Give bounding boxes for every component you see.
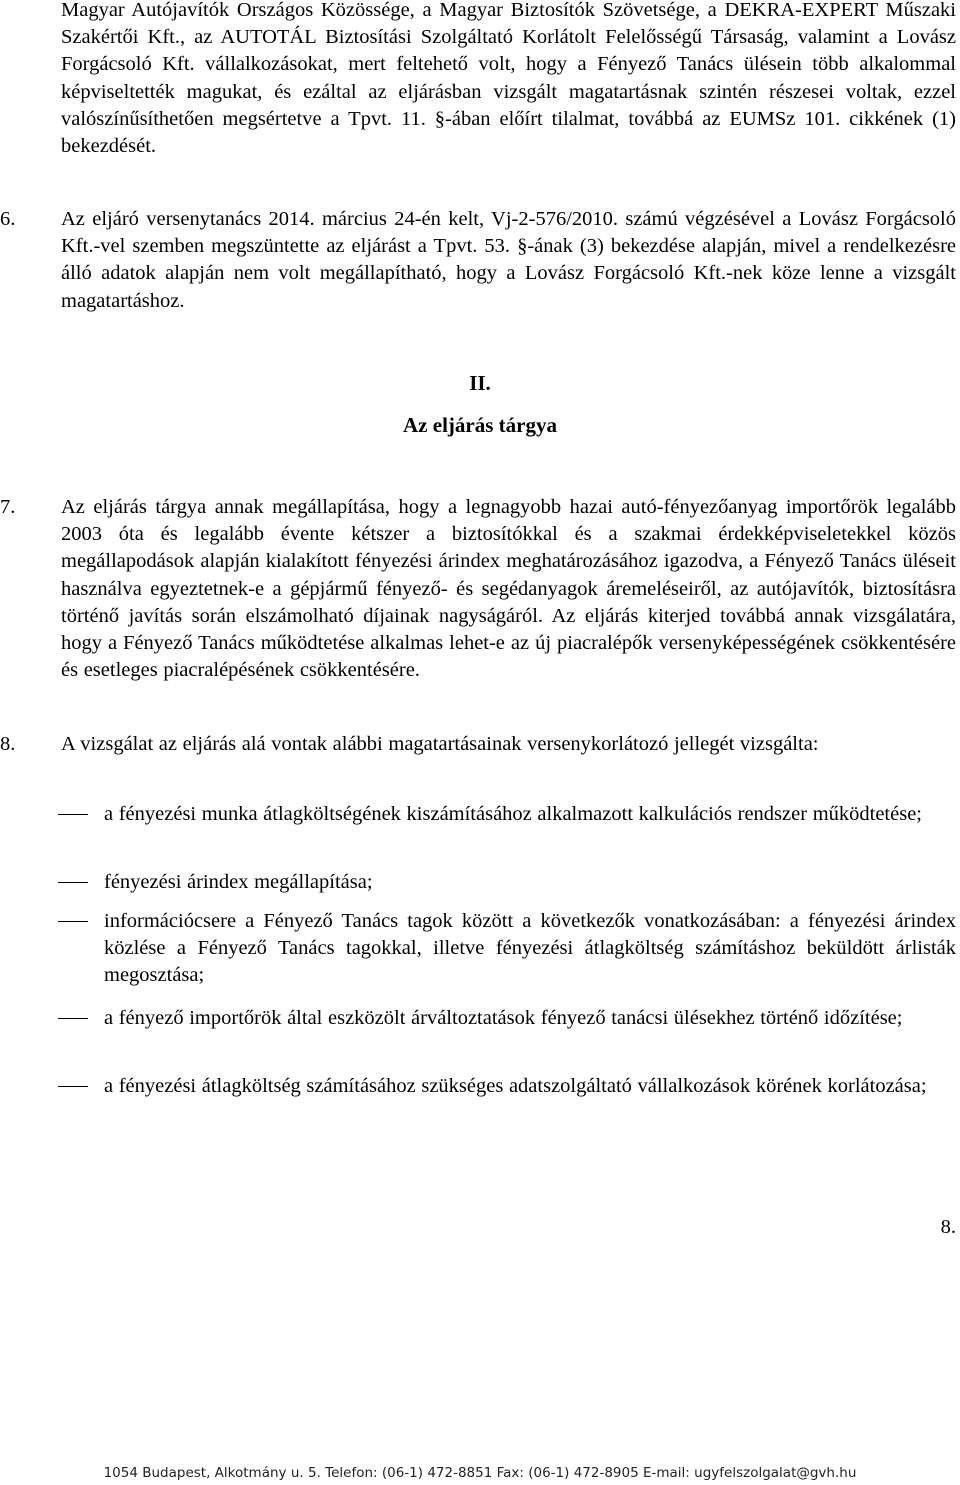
paragraph-6: [0, 206, 956, 315]
paragraph-number: 8.: [0, 733, 16, 755]
paragraph-number: 7.: [0, 496, 16, 518]
dash-marker: [58, 1018, 88, 1019]
continued-paragraph: Magyar Autójavítók Országos Közössége, a Magyar Biztosítók Szövetsége, a DEKRA-EXPERT Műszaki Szakértői Kft., az AUTOTÁL Biztosítási Szolgáltató Korlátolt Felelősségű Társaság, valamint a Lovász Forgácsoló Kft. vállalkozásokat, mert feltehető volt, hogy a Fényező Tanács ülésein több alkalommal képviseltették magukat, és ezáltal az eljárásban vizsgált magatartásnak szintén részesei voltak, ezzel valószínűsíthetően megsértetve a Tpvt. 11. §-ában előírt tilalmat, továbbá az EUMSz 101. cikkének (1) bekezdését.: [61, 0, 956, 158]
paragraph-number: 6.: [0, 208, 16, 230]
dash-marker: [58, 1086, 88, 1087]
dash-marker: [58, 882, 88, 883]
list-item-text: fényezési árindex megállapítása;: [104, 871, 373, 893]
list-item: [104, 1073, 956, 1100]
dash-marker: [58, 814, 88, 815]
paragraph-text: Az eljárás tárgya annak megállapítása, hogy a legnagyobb hazai autó-fényezőanyag importőrök legalább 2003 óta és legalább évente kétszer a biztosítókkal és a szakmai érdekképviseletekkel közös megállapodások alapján kialakított fényezési árindex meghatározásához igazodva, a Fényező Tanács üléseit használva egyeztetnek-e a gépjármű fényező- és segédanyagok áremeléseiről, az autójavítók, biztosításra történő javítás során elszámolható díjainak nagyságáról. Az eljárás kiterjed továbbá annak vizsgálatára, hogy a Fényező Tanács működtetése alkalmas lehet-e az új piacralépők versenyképességének csökkentésére és esetleges piacralépésének csökkentésére.: [61, 496, 956, 682]
list-item: [104, 801, 956, 828]
list-item: [104, 908, 956, 990]
list-item-text: a fényezési munka átlagköltségének kiszámításához alkalmazott kalkulációs rendszer működtetése;: [104, 803, 922, 825]
section-numeral: II.: [469, 371, 491, 395]
paragraph-8: [0, 731, 956, 758]
list-item-text: a fényezési átlagköltség számításához szükséges adatszolgáltató vállalkozások körének korlátozása;: [104, 1075, 927, 1097]
paragraph-text: Az eljáró versenytanács 2014. március 24-én kelt, Vj-2-576/2010. számú végzésével a Lovász Forgácsoló Kft.-vel szemben megszüntette az eljárást a Tpvt. 53. §-ának (3) bekezdése alapján, mivel a rendelkezésre álló adatok alapján nem volt megállapítható, hogy a Lovász Forgácsoló Kft.-nek köze lenne a vizsgált magatartáshoz.: [61, 208, 956, 312]
section-title: Az eljárás tárgya: [403, 413, 557, 437]
list-item: [104, 1005, 956, 1032]
footer-contact: 1054 Budapest, Alkotmány u. 5. Telefon: (06-1) 472-8851 Fax: (06-1) 472-8905 E-mail: ugyfelszolgalat@gvh.hu: [103, 1465, 857, 1481]
paragraph-7: [0, 494, 956, 684]
list-item: [104, 869, 956, 896]
dash-marker: [58, 921, 88, 922]
list-item-text: információcsere a Fényező Tanács tagok között a következők vonatkozásában: a fényezési árindex közlése a Fényező Tanács tagokkal, illetve fényezési átlagköltség számításhoz beküldött árlisták megosztása;: [104, 910, 956, 987]
list-item-text: a fényező importőrök által eszközölt árváltoztatások fényező tanácsi ülésekhez történő időzítése;: [104, 1007, 903, 1029]
page-number: 8.: [940, 1216, 956, 1238]
paragraph-text: A vizsgálat az eljárás alá vontak alábbi magatartásainak versenykorlátozó jellegét vizsgálta:: [61, 733, 819, 755]
